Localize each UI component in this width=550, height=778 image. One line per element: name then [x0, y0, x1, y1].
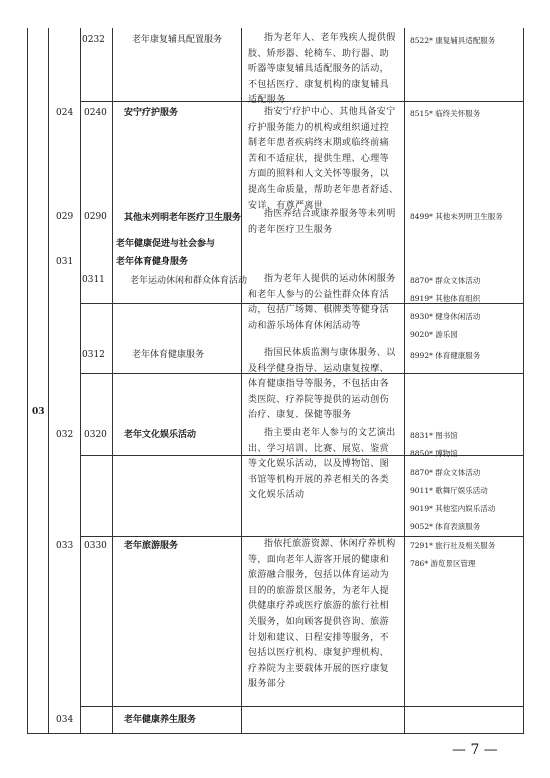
major-code: 029: [56, 212, 74, 222]
group-heading: 老年健康促进与社会参与: [116, 239, 216, 249]
minor-code: 0330: [84, 541, 107, 551]
industry-index: 8850* 博物馆: [410, 449, 458, 458]
category-name: 老年文化娱乐活动: [124, 430, 197, 440]
category-description: 指依托旅游资源、休闲疗养机构 等，面向老年人游客开展的健康和 旅游融合服务，包括以体育运动为 目的的旅游景区服务，为老年人提 供健康疗养或医疗旅游的旅行社相 关服务，如向顾客提供咨询、旅游 计划和建议、日程安排等服务，不 包括以医疗机构、康复护理机构、 疗养院为主要载体开展的医疗康复 服务部分: [248, 539, 396, 690]
industry-index: 9020* 游乐园: [410, 330, 458, 339]
minor-code: 0290: [84, 212, 107, 222]
category-description: 指为老年人提供的运动休闲服务 和老年人参与的公益性群众体育活 动，包括广场舞、棋牌类等健身活 动和游乐场体育休闲活动等: [248, 274, 396, 331]
major-code: 034: [56, 715, 74, 725]
category-description: 指国民体质监测与康体服务、以 及科学健身指导、运动康复按摩、 体育健康指导等服务，不包括由各 类医院、疗养院等提供的运动创伤 治疗、康复、保健等服务: [248, 348, 396, 421]
column-divider: [404, 28, 405, 733]
category-name: 老年体育健康服务: [132, 350, 205, 360]
industry-index: 786* 游览景区管理: [410, 559, 476, 568]
minor-code: 0232: [82, 35, 105, 45]
major-code: 033: [56, 541, 74, 551]
category-name: 老年体育健身服务: [116, 257, 189, 267]
industry-index: 8919* 其他体育组织: [410, 294, 481, 303]
minor-code: 0312: [82, 350, 105, 360]
category-description: 指主要由老年人参与的文艺演出 出、学习培训、比赛、展览、鉴赏 等文化娱乐活动，以及博物馆、图 书馆等机构开展的养老相关的各类 文化娱乐活动: [248, 428, 396, 501]
category-description: 指为老年人、老年残疾人提供假 肢、矫形器、轮椅车、助行器、助 听器等康复辅具适配服务的活动， 不包括医疗、康复机构的康复辅具 适配服务: [248, 33, 396, 106]
minor-code: 0320: [84, 430, 107, 440]
industry-index: 9019* 其他室内娱乐活动: [410, 504, 496, 513]
column-divider: [80, 28, 81, 733]
category-description: 指安宁疗护中心、其他具备安宁 疗护服务能力的机构或组织通过控 制老年患者疾病终末期或临终前痛 苦和不适症状，提供生理、心理等 方面的照料和人文关怀等服务，以 提高生命质量，帮助老年患者舒适、 安详、有尊严离世: [248, 107, 399, 211]
category-name: 老年运动休闲和群众体育活动: [130, 276, 248, 286]
industry-index: 8831* 图书馆: [410, 431, 458, 440]
column-divider: [241, 28, 242, 733]
major-code: 024: [56, 108, 74, 118]
industry-index: 9052* 体育表演服务: [410, 522, 481, 531]
category-name: 老年康复辅具配置服务: [132, 35, 223, 45]
industry-index: 8870* 群众文体活动: [410, 468, 481, 477]
major-code: 032: [56, 430, 74, 440]
category-name: 老年旅游服务: [124, 541, 179, 551]
page-number: — 7 —: [452, 742, 498, 758]
column-divider: [48, 28, 49, 733]
industry-index: 8870* 群众文体活动: [410, 276, 481, 285]
column-divider: [112, 28, 113, 733]
category-name: 其他未列明老年医疗卫生服务: [124, 213, 242, 223]
section-code: 03: [32, 407, 45, 417]
industry-index: 9011* 歌舞厅娱乐活动: [410, 486, 488, 495]
industry-index: 8522* 康复辅具适配服务: [410, 36, 496, 45]
industry-index: 8992* 体育健康服务: [410, 351, 481, 360]
industry-index: 8515* 临终关怀服务: [410, 109, 481, 118]
category-description: 指医养结合或康养服务等未列明 的老年医疗卫生服务: [248, 209, 396, 235]
category-name: 老年健康养生服务: [124, 715, 197, 725]
industry-index: 7291* 旅行社及相关服务: [410, 541, 496, 550]
major-code: 031: [56, 257, 74, 267]
minor-code: 0311: [82, 275, 105, 285]
industry-index: 8930* 健身休闲活动: [410, 312, 481, 321]
category-name: 安宁疗护服务: [124, 108, 179, 118]
row-divider: [80, 706, 523, 707]
minor-code: 0240: [84, 108, 107, 118]
industry-index: 8499* 其他未列明卫生服务: [410, 212, 503, 221]
